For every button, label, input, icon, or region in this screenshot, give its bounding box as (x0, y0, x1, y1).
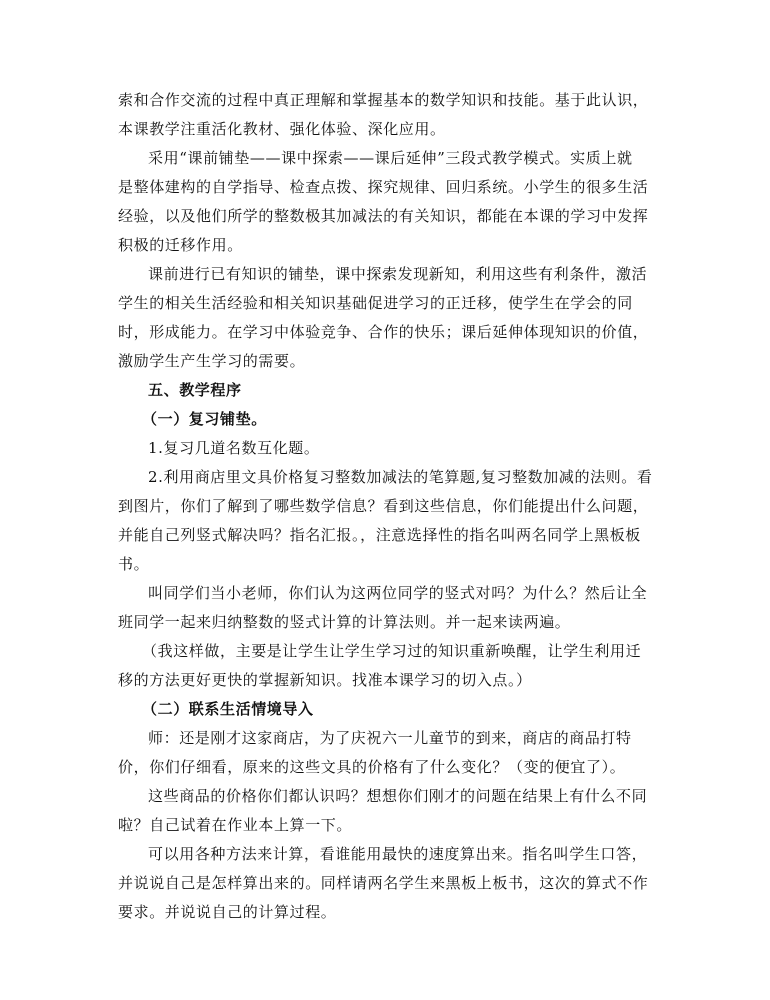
text-line: 本课教学注重活化教材、强化体验、深化应用。 (118, 120, 446, 138)
text-line: 时，形成能力。在学习中体验竞争、合作的快乐；课后延伸体现知识的价值， (118, 323, 649, 341)
text-line: 啦？自己试着在作业本上算一下。 (118, 816, 353, 834)
text-line: 学生的相关生活经验和相关知识基础促进学习的正迁移，使学生在学会的同 (118, 294, 633, 312)
subsection-heading: （二）联系生活情境导入 (142, 700, 314, 718)
text-line: 价，你们仔细看，原来的这些文具的价格有了什么变化？（变的便宜了）。 (118, 758, 626, 776)
text-line: 到图片，你们了解到了哪些数学信息？看到这些信息，你们能提出什么问题， (118, 497, 649, 515)
text-line: （我这样做，主要是让学生让学生学习过的知识重新唤醒，让学生利用迁 (142, 642, 642, 660)
text-line: 移的方法更好更快的掌握新知识。找准本课学习的切入点。） (118, 671, 532, 689)
text-line: 并能自己列竖式解决吗？指名汇报。，注意选择性的指名叫两名同学上黑板板 (118, 526, 641, 544)
text-line: 可以用各种方法来计算，看谁能用最快的速度算出来。指名叫学生口答， (148, 845, 648, 863)
text-line: 并说说自己是怎样算出来的。同样请两名学生来黑板上板书，这次的算式不作 (118, 874, 649, 892)
text-line: 要求。并说说自己的计算过程。 (118, 903, 337, 921)
text-line: 书。 (118, 555, 150, 573)
text-line: 是整体建构的自学指导、检查点拨、探究规律、回归系统。小学生的很多生活 (118, 178, 649, 196)
text-line: 经验，以及他们所学的整数极其加减法的有关知识，都能在本课的学习中发挥 (118, 207, 649, 225)
text-line: 这些商品的价格你们都认识吗？想想你们刚才的问题在结果上有什么不同 (148, 787, 648, 805)
text-line: 课前进行已有知识的铺垫，课中探索发现新知，利用这些有利条件，激活 (148, 265, 648, 283)
subsection-heading: （一）复习铺垫。 (142, 410, 267, 428)
text-line: 班同学一起来归纳整数的竖式计算的计算法则。并一起来读两遍。 (118, 613, 571, 631)
list-item: 1.复习几道名数互化题。 (148, 439, 320, 457)
text-line: 索和合作交流的过程中真正理解和掌握基本的数学知识和技能。基于此认识， (118, 91, 649, 109)
list-item: 2.利用商店里文具价格复习整数加减法的笔算题,复习整数加减的法则。看 (148, 468, 653, 486)
text-line: 师：还是刚才这家商店，为了庆祝六一儿童节的到来，商店的商品打特 (148, 729, 632, 747)
text-line: 叫同学们当小老师，你们认为这两位同学的竖式对吗？为什么？然后让全 (148, 584, 648, 602)
text-line: 激励学生产生学习的需要。 (118, 352, 306, 370)
section-heading: 五、教学程序 (148, 381, 242, 399)
text-line: 积极的迁移作用。 (118, 236, 243, 254)
text-line: 采用“课前铺垫——课中探索——课后延伸”三段式教学模式。实质上就 (148, 149, 633, 167)
